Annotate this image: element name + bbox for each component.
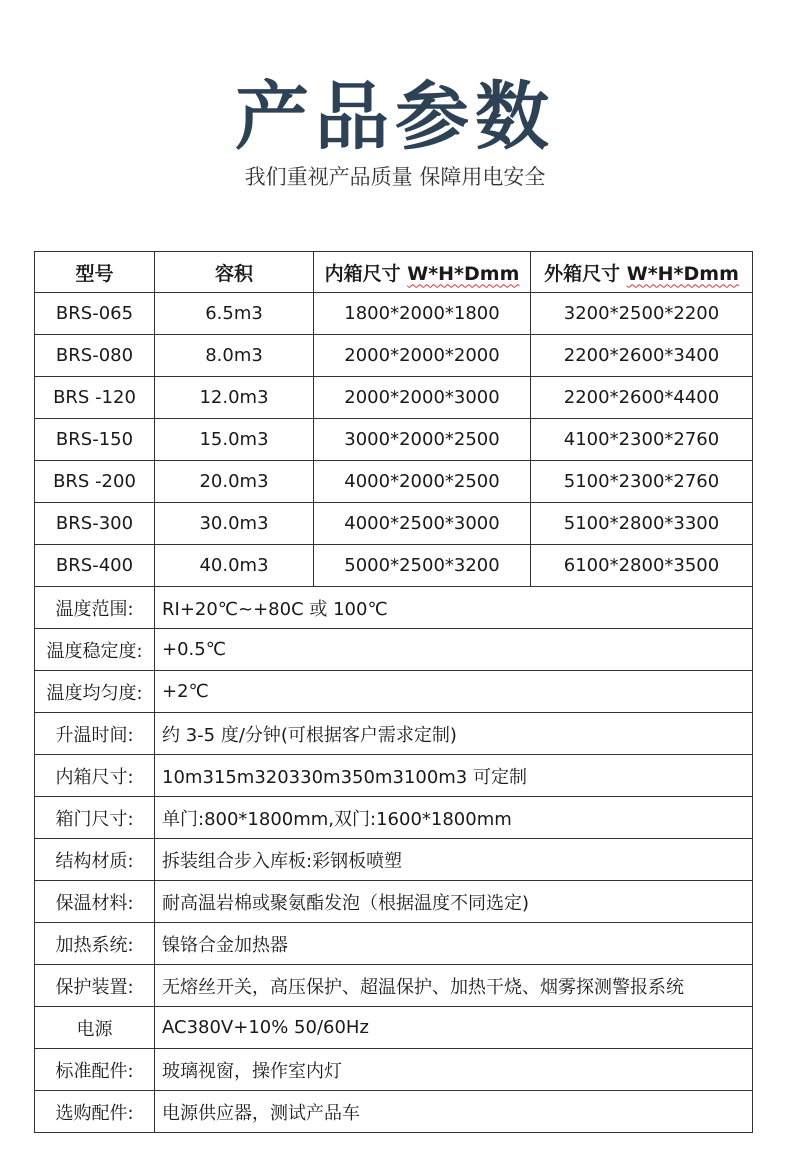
param-row: [35, 713, 753, 755]
inner-size-cell: 4000*2000*2500: [314, 461, 531, 503]
capacity-cell: 30.0m3: [155, 503, 314, 545]
param-value: 拆装组合步入库板:彩钢板喷塑: [155, 839, 753, 881]
param-label: 温度范围:: [35, 587, 155, 629]
inner-size-cell: 5000*2500*3200: [314, 545, 531, 587]
param-value: 玻璃视窗，操作室内灯: [155, 1049, 753, 1091]
header-model: 型号: [35, 252, 155, 293]
table-row: [35, 503, 753, 545]
header-outer-size-unit: W*H*Dmm: [626, 262, 739, 285]
inner-size-cell: 2000*2000*3000: [314, 377, 531, 419]
model-cell: BRS-400: [35, 545, 155, 587]
param-row: [35, 1049, 753, 1091]
param-value: 电源供应器，测试产品车: [155, 1091, 753, 1133]
param-label: 选购配件:: [35, 1091, 155, 1133]
param-row: [35, 671, 753, 713]
param-label: 结构材质:: [35, 839, 155, 881]
capacity-cell: 6.5m3: [155, 293, 314, 335]
table-row: [35, 545, 753, 587]
param-value: 无熔丝开关，高压保护、超温保护、加热干烧、烟雾探测警报系统: [155, 965, 753, 1007]
param-value: AC380V+10% 50/60Hz: [155, 1007, 753, 1049]
header-outer-size: [531, 252, 753, 293]
outer-size-cell: 2200*2600*4400: [531, 377, 753, 419]
outer-size-cell: 6100*2800*3500: [531, 545, 753, 587]
capacity-cell: 15.0m3: [155, 419, 314, 461]
param-row: [35, 1091, 753, 1133]
page-title: 产品参数: [235, 74, 555, 160]
param-value: 10m315m320330m350m3100m3 可定制: [155, 755, 753, 797]
param-label: 升温时间:: [35, 713, 155, 755]
param-label: 保护装置:: [35, 965, 155, 1007]
header-outer-size-label: 外箱尺寸: [544, 262, 621, 285]
param-label: 温度均匀度:: [35, 671, 155, 713]
inner-size-cell: 2000*2000*2000: [314, 335, 531, 377]
model-rows: [35, 293, 753, 587]
capacity-cell: 8.0m3: [155, 335, 314, 377]
outer-size-cell: 2200*2600*3400: [531, 335, 753, 377]
param-row: [35, 965, 753, 1007]
outer-size-cell: 4100*2300*2760: [531, 419, 753, 461]
param-row: [35, 881, 753, 923]
param-row: [35, 797, 753, 839]
param-label: 保温材料:: [35, 881, 155, 923]
parameter-rows: [35, 587, 753, 1133]
model-cell: BRS-080: [35, 335, 155, 377]
param-row: [35, 923, 753, 965]
capacity-cell: 12.0m3: [155, 377, 314, 419]
param-value: 约 3-5 度/分钟(可根据客户需求定制): [155, 713, 753, 755]
param-row: [35, 587, 753, 629]
param-row: [35, 629, 753, 671]
param-value: 镍铬合金加热器: [155, 923, 753, 965]
param-value: +2℃: [155, 671, 753, 713]
table-row: [35, 419, 753, 461]
param-label: 加热系统:: [35, 923, 155, 965]
param-row: [35, 755, 753, 797]
header-row: [35, 252, 753, 293]
capacity-cell: 40.0m3: [155, 545, 314, 587]
param-label: 内箱尺寸:: [35, 755, 155, 797]
inner-size-cell: 4000*2500*3000: [314, 503, 531, 545]
header-inner-size-label: 内箱尺寸: [324, 262, 401, 285]
spec-table: [34, 251, 753, 1133]
model-cell: BRS-065: [35, 293, 155, 335]
decorative-fine-print: [225, 201, 565, 221]
spec-table-header: [35, 252, 753, 293]
param-value: RI+20℃~+80C 或 100℃: [155, 587, 753, 629]
model-cell: BRS -200: [35, 461, 155, 503]
inner-size-cell: 3000*2000*2500: [314, 419, 531, 461]
capacity-cell: 20.0m3: [155, 461, 314, 503]
outer-size-cell: 5100*2800*3300: [531, 503, 753, 545]
table-row: [35, 461, 753, 503]
model-cell: BRS-300: [35, 503, 155, 545]
param-row: [35, 1007, 753, 1049]
param-value: 耐高温岩棉或聚氨酯发泡（根据温度不同选定): [155, 881, 753, 923]
outer-size-cell: 5100*2300*2760: [531, 461, 753, 503]
inner-size-cell: 1800*2000*1800: [314, 293, 531, 335]
param-label: 温度稳定度:: [35, 629, 155, 671]
param-label: 标准配件:: [35, 1049, 155, 1091]
table-row: [35, 335, 753, 377]
model-cell: BRS -120: [35, 377, 155, 419]
param-label: 电源: [35, 1007, 155, 1049]
table-row: [35, 377, 753, 419]
model-cell: BRS-150: [35, 419, 155, 461]
table-row: [35, 293, 753, 335]
param-row: [35, 839, 753, 881]
param-value: 单门:800*1800mm,双门:1600*1800mm: [155, 797, 753, 839]
header-inner-size: [314, 252, 531, 293]
outer-size-cell: 3200*2500*2200: [531, 293, 753, 335]
header-capacity: 容积: [155, 252, 314, 293]
param-label: 箱门尺寸:: [35, 797, 155, 839]
param-value: +0.5℃: [155, 629, 753, 671]
header-inner-size-unit: W*H*Dmm: [407, 262, 520, 285]
page-subtitle: 我们重视产品质量 保障用电安全: [244, 165, 546, 189]
